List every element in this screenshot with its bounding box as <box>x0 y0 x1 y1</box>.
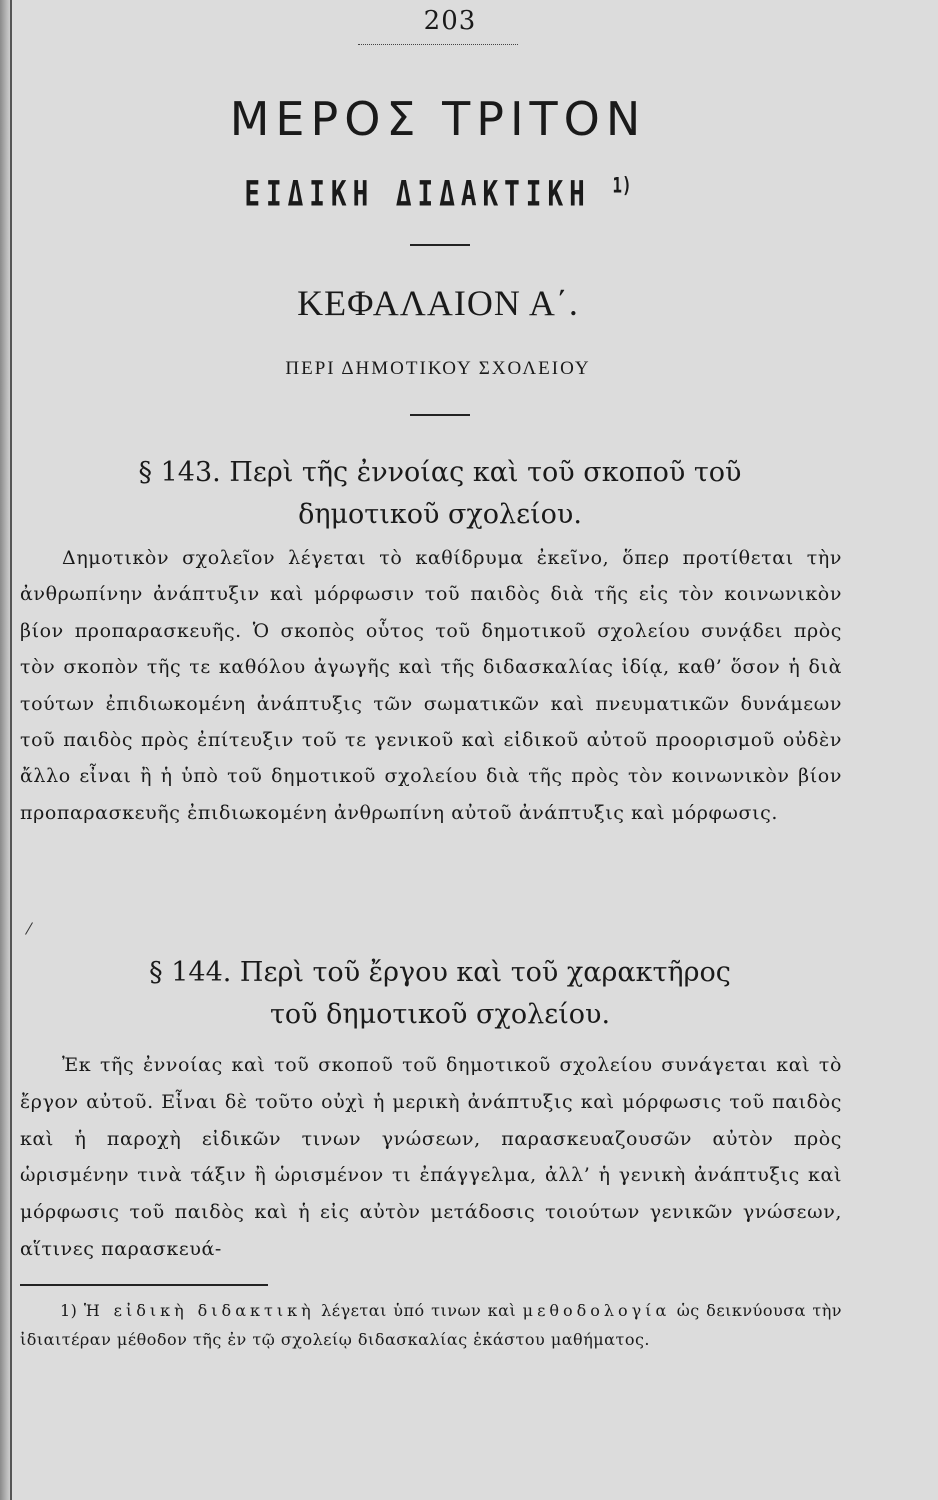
page-number-divider <box>358 44 518 45</box>
footnote-text-rest: ὡς δεικνύουσα τὴν ἰδιαιτέραν μέθοδον τῆς ἐν τῷ σχολείῳ διδασκαλίας ἑκάστου μαθήματος. <box>20 1301 843 1349</box>
chapter-title: ΚΕΦΑΛΑΙΟΝ Α΄. <box>297 283 579 323</box>
footnote <box>20 1296 842 1354</box>
section-heading-143 <box>60 452 820 536</box>
section-143-paragraph: Δημοτικὸν σχολεῖον λέγεται τὸ καθίδρυμα ἐκεῖνο, ὅπερ προτίθεται τὴν ἀνθρωπίνην ἀνάπτυξιν καὶ μόρφωσιν τοῦ παιδὸς διὰ τῆς εἰς τὸν κοινωνικὸν βίον προπαρασκευῆς. Ὁ σκοπὸς οὗτος τοῦ δημοτικοῦ σχολείου συνᾴδει πρὸς τὸν σκοπὸν τῆς τε καθόλου ἀγωγῆς καὶ τῆς διδασκαλίας ἰδίᾳ, καθ’ ὅσον ἡ διὰ τούτων ἐπιδιωκομένη ἀνάπτυξις τῶν σωματικῶν καὶ πνευματικῶν δυνάμεων τοῦ παιδὸς πρὸς ἐπίτευξιν τοῦ τε γενικοῦ καὶ εἰδικοῦ αὐτοῦ προορισμοῦ οὐδὲν ἄλλο εἶναι ἢ ἡ ὑπὸ τοῦ δημοτικοῦ σχολείου διὰ τῆς πρὸς τὸν κοινωνικὸν βίον προπαρασκευῆς ἐπιδιωκομένη ἀνθρωπίνη αὐτοῦ ἀνάπτυξις καὶ μόρφωσις. <box>20 547 842 824</box>
section-heading-line: § 143. Περὶ τῆς ἐννοίας καὶ τοῦ σκοποῦ τοῦ <box>138 457 742 488</box>
section-heading-line: § 144. Περὶ τοῦ ἔργου καὶ τοῦ χαρακτῆρος <box>149 957 731 988</box>
footnote-text: λέγεται ὑπό τινων καὶ <box>314 1301 523 1320</box>
margin-pencil-mark <box>25 922 33 935</box>
part-subtitle <box>0 172 876 215</box>
ornament-rule-bottom <box>410 414 470 416</box>
section-144-paragraph: Ἐκ τῆς ἐννοίας καὶ τοῦ σκοποῦ τοῦ δημοτικοῦ σχολείου συνάγεται καὶ τὸ ἔργον αὐτοῦ. Εἶναι δὲ τοῦτο οὐχὶ ἡ μερικὴ ἀνάπτυξις καὶ μόρφωσις τοῦ παιδὸς καὶ ἡ παροχὴ εἰδικῶν τινων γνώσεων, παρασκευαζουσῶν αὐτὸν πρὸς ὡρισμένην τινὰ τάξιν ἢ ὡρισμένον τι ἐπάγγελμα, ἀλλ’ ἡ γενικὴ ἀνάπτυξις καὶ μόρφωσις τοῦ παιδὸς καὶ ἡ εἰς αὐτὸν μετάδοσις τοιούτων γενικῶν γνώσεων, αἵτινες παρασκευά- <box>20 1054 842 1260</box>
footnote-marker: 1) <box>60 1301 78 1320</box>
section-heading-line: δημοτικοῦ σχολείου. <box>298 499 582 530</box>
part-subtitle-footnote-marker: 1) <box>612 172 632 198</box>
part-subtitle-text: ΕΙΔΙΚΗ ΔΙΔΑΚΤΙΚΗ <box>244 174 591 215</box>
page-number: 203 <box>423 6 477 36</box>
spine-edge-line <box>10 0 12 1500</box>
part-title: ΜΕΡΟΣ ΤΡΙΤΟΝ <box>229 92 647 146</box>
section-heading-line: τοῦ δημοτικοῦ σχολείου. <box>269 999 611 1030</box>
footnote-term-methodology: μεθοδολογία <box>522 1301 671 1320</box>
section-heading-144 <box>60 952 820 1036</box>
footnote-divider <box>20 1284 268 1286</box>
footnote-term-special-didactics: Ἡ εἰδικὴ διδακτικὴ <box>83 1301 315 1320</box>
chapter-subtitle: ΠΕΡΙ ΔΗΜΟΤΙΚΟΥ ΣΧΟΛΕΙΟΥ <box>285 358 591 379</box>
ornament-rule-top <box>410 244 470 246</box>
